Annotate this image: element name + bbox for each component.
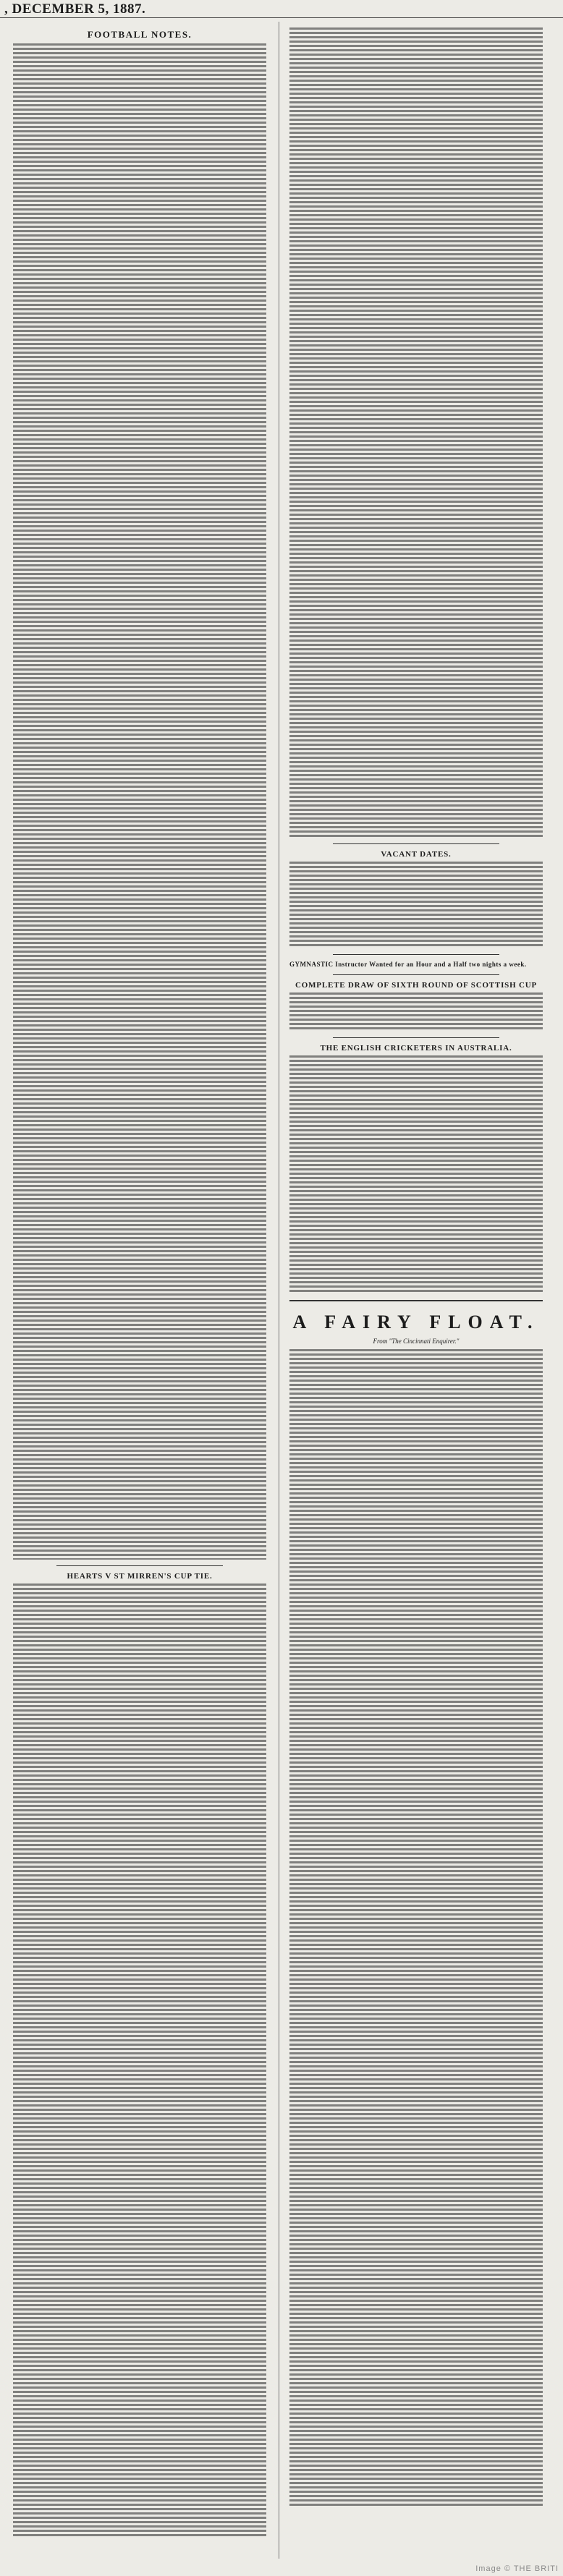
right-column-top-body: [289, 27, 543, 838]
cricketers-heading: THE ENGLISH CRICKETERS IN AUSTRALIA.: [320, 1044, 512, 1053]
left-column: [13, 25, 266, 2554]
section-divider-heavy: [289, 1300, 543, 1301]
gymnastic-notice: GYMNASTIC Instructor Wanted for an Hour and a Half two nights a week.: [289, 961, 527, 968]
fairy-float-body: [289, 1349, 543, 2507]
section-divider: [333, 843, 499, 844]
vacant-dates-body: [289, 862, 543, 948]
right-column: [289, 25, 543, 2554]
cup-draw-body: [289, 992, 543, 1032]
fairy-float-heading: A FAIRY FLOAT.: [292, 1312, 540, 1332]
football-notes-body: [13, 43, 266, 1560]
masthead: [0, 0, 563, 18]
vacant-dates-heading: VACANT DATES.: [381, 850, 452, 859]
section-divider: [56, 1565, 223, 1566]
fairy-float-subheading: From "The Cincinnati Enquirer.": [373, 1338, 460, 1345]
section-divider: [333, 1037, 499, 1038]
section-divider: [333, 974, 499, 975]
cup-draw-heading: COMPLETE DRAW OF SIXTH ROUND OF SCOTTISH CUP: [295, 981, 537, 990]
watermark: Image © THE BRITI: [475, 2564, 559, 2573]
football-notes-heading: FOOTBALL NOTES.: [87, 29, 192, 40]
hearts-cup-tie-heading: HEARTS V ST MIRREN'S CUP TIE.: [67, 1572, 213, 1581]
section-divider: [333, 954, 499, 955]
cricketers-body: [289, 1055, 543, 1294]
hearts-cup-tie-body: [13, 1584, 266, 2538]
issue-date: , DECEMBER 5, 1887.: [4, 1, 146, 17]
